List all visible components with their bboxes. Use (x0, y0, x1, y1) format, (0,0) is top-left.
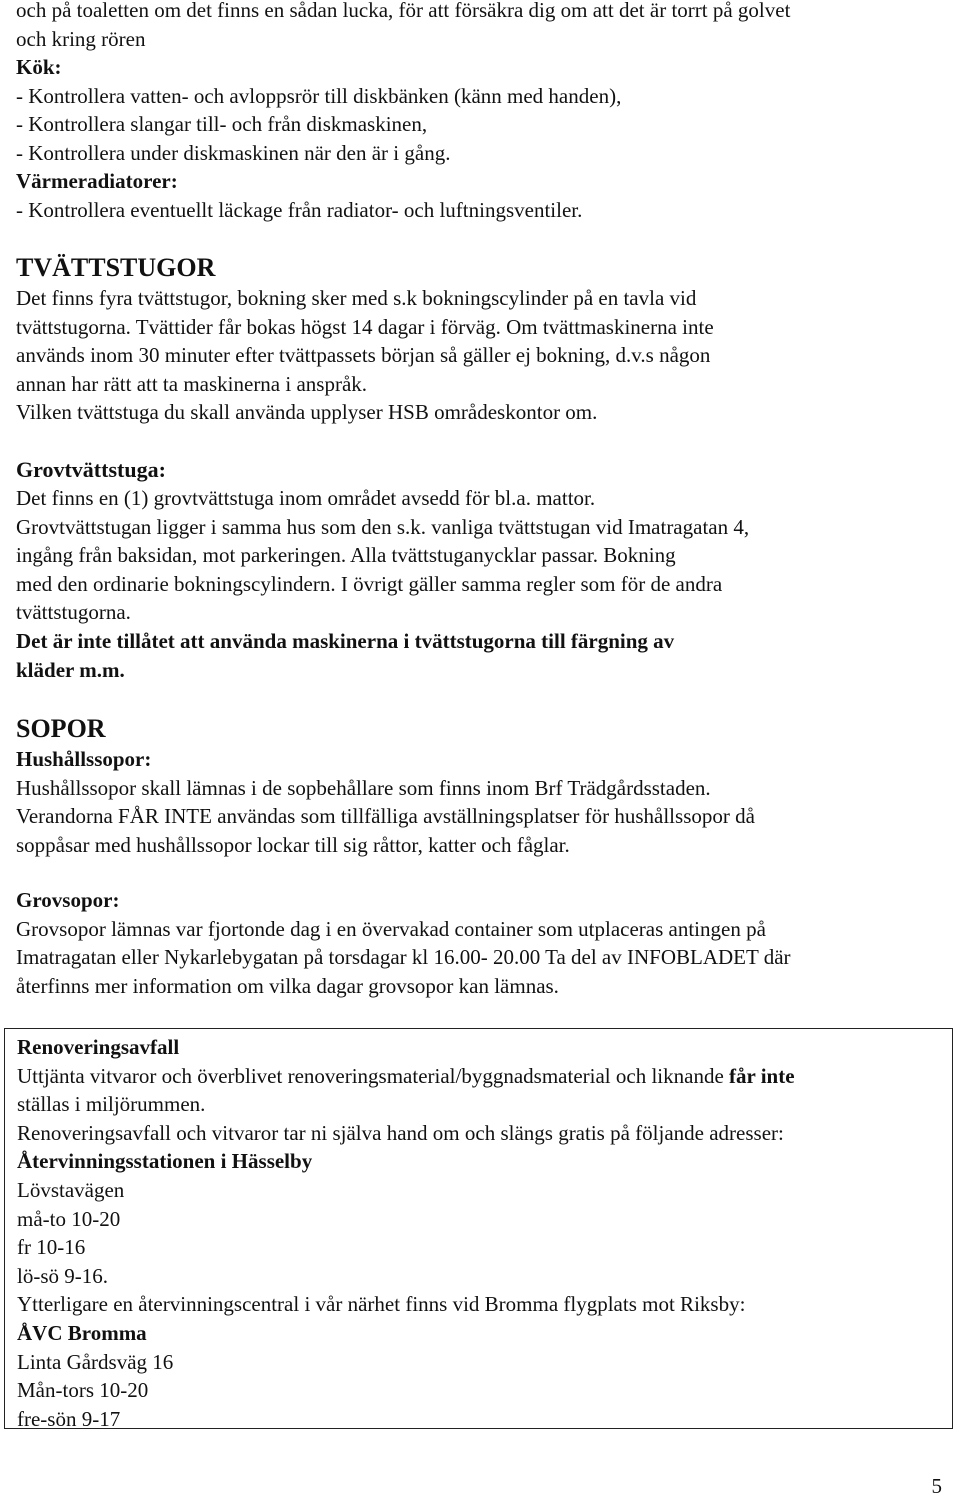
intro-paragraph (16, 0, 946, 53)
station-detail: Mån-tors 10-20 (17, 1378, 149, 1403)
hushallssopor-heading: Hushållssopor: (16, 747, 152, 771)
grovtvattstuga-heading: Grovtvättstuga: (16, 457, 166, 482)
renovering-line: Renoveringsavfall och vitvaror tar ni själva hand om och slängs gratis på följande adresser: (17, 1120, 784, 1145)
station-name: Återvinningsstationen i Hässelby (17, 1149, 313, 1174)
kok-item: - Kontrollera vatten- och avloppsrör till diskbänken (känn med handen), (16, 83, 622, 108)
station-detail: lö-sö 9-16. (17, 1263, 108, 1288)
radiator-item: - Kontrollera eventuellt läckage från radiator- och luftningsventiler. (16, 197, 583, 222)
kok-section (16, 53, 946, 167)
renovering-box (4, 1028, 953, 1429)
hushallssopor-line: Verandorna FÅR INTE användas som tillfälliga avställningsplatser för hushållssopor då (16, 804, 755, 829)
station-detail: fre-sön 9-17 (17, 1406, 121, 1431)
kok-item: - Kontrollera slangar till- och från diskmaskinen, (16, 112, 428, 137)
page-number: 5 (931, 1474, 942, 1498)
renovering-content (17, 1033, 942, 1433)
sopor-heading: SOPOR (16, 714, 106, 743)
tvattstugor-line: tvättstugorna. Tvättider får bokas högst 14 dagar i förväg. Om tvättmaskinerna inte (16, 314, 714, 339)
grovtvattstuga-line: Det finns en (1) grovtvättstuga inom området avsedd för bl.a. mattor. (16, 486, 596, 510)
intro-line: och på toaletten om det finns en sådan lucka, för att försäkra dig om att det är torrt på golvet (16, 0, 791, 22)
station-detail: må-to 10-20 (17, 1206, 121, 1231)
renovering-emphasis: får inte (729, 1063, 795, 1088)
sopor-section (16, 713, 946, 859)
renovering-line: ställas i miljörummen. (17, 1092, 206, 1117)
renovering-line: Ytterligare en återvinningscentral i vår närhet finns vid Bromma flygplats mot Riksby: (17, 1292, 746, 1317)
tvattstugor-line: Vilken tvättstuga du skall använda upplyser HSB områdeskontor om. (16, 400, 598, 425)
tvattstugor-line: Det finns fyra tvättstugor, bokning sker med s.k bokningscylinder på en tavla vid (16, 286, 697, 310)
grovtvattstuga-section (16, 456, 946, 684)
grovtvattstuga-line: Grovtvättstugan ligger i samma hus som den s.k. vanliga tvättstugan vid Imatragatan 4, (16, 514, 750, 539)
tvattstugor-section (16, 252, 946, 427)
hushallssopor-line: soppåsar med hushållssopor lockar till sig råttor, katter och fåglar. (16, 832, 570, 857)
renovering-heading: Renoveringsavfall (17, 1035, 180, 1059)
tvattstugor-heading: TVÄTTSTUGOR (16, 253, 216, 282)
tvattstugor-line: används inom 30 minuter efter tvättpassets början så gäller ej bokning, d.v.s någon (16, 343, 711, 368)
grovsopor-section (16, 886, 946, 1000)
station-name: ÅVC Bromma (17, 1320, 147, 1345)
kok-item: - Kontrollera under diskmaskinen när den är i gång. (16, 140, 451, 165)
radiator-section (16, 167, 946, 224)
kok-heading: Kök: (16, 55, 62, 79)
grovtvattstuga-line: tvättstugorna. (16, 600, 131, 625)
grovtvattstuga-line: ingång från baksidan, mot parkeringen. Alla tvättstuganycklar passar. Bokning (16, 543, 676, 568)
station-detail: Lövstavägen (17, 1177, 125, 1202)
grovtvattstuga-line: med den ordinarie bokningscylindern. I övrigt gäller samma regler som för de andra (16, 571, 723, 596)
intro-line: och kring rören (16, 26, 146, 51)
grovsopor-heading: Grovsopor: (16, 888, 120, 912)
renovering-line-text: Uttjänta vitvaror och överblivet renoveringsmaterial/byggnadsmaterial och liknande (17, 1063, 730, 1088)
grovsopor-line: Grovsopor lämnas var fjortonde dag i en övervakad container som utplaceras antingen på (16, 916, 766, 941)
tvattstugor-line: annan har rätt att ta maskinerna i anspråk. (16, 371, 368, 396)
station-detail: Linta Gårdsväg 16 (17, 1349, 174, 1374)
renovering-line (17, 1062, 942, 1091)
grovtvattstuga-warning: Det är inte tillåtet att använda maskinerna i tvättstugorna till färgning av (16, 628, 675, 653)
grovsopor-line: återfinns mer information om vilka dagar grovsopor kan lämnas. (16, 973, 559, 998)
radiator-heading: Värmeradiatorer: (16, 169, 178, 193)
station-detail: fr 10-16 (17, 1235, 86, 1260)
hushallssopor-line: Hushållssopor skall lämnas i de sopbehållare som finns inom Brf Trädgårdsstaden. (16, 775, 711, 800)
grovsopor-line: Imatragatan eller Nykarlebygatan på torsdagar kl 16.00- 20.00 Ta del av INFOBLADET där (16, 945, 791, 970)
grovtvattstuga-warning: kläder m.m. (16, 657, 125, 682)
